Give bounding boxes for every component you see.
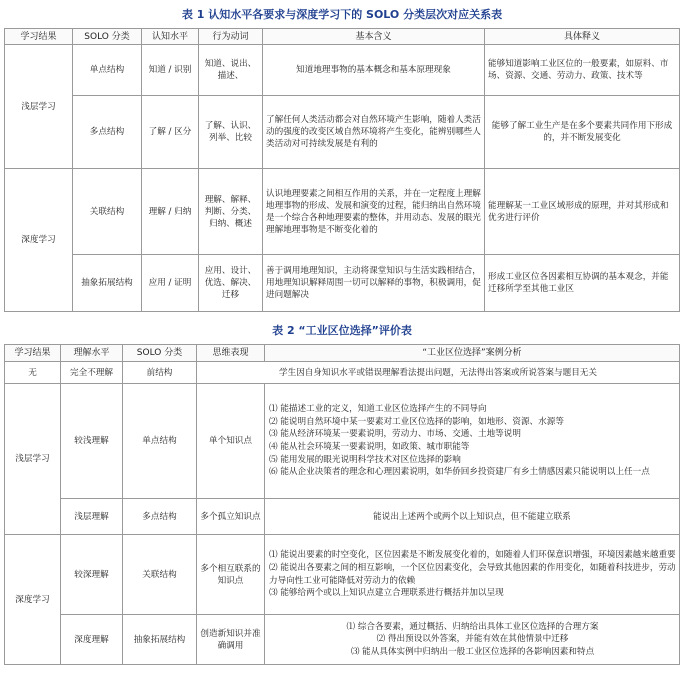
list-item: ⑶ 能从经济环境某一要素说明，劳动力、市场、交通、土地等说明 [269,429,521,440]
t2-analysis-list [265,384,680,499]
t2-level: 深度理解 [61,615,123,665]
t1-result-shallow: 浅层学习 [5,45,73,169]
t1-verbs: 理解、解释、判断、分类、归纳、概述 [199,169,263,255]
t1-level: 理解 / 归纳 [142,169,199,255]
t1-detail: 能理解某一工业区域形成的原理，并对其形成和优劣进行评价 [485,169,680,255]
t1-meaning: 善于调用地理知识，主动将课堂知识与生活实践相结合，用地理知识解释周围一切可以解释的事物，积极调用，促进问题解决 [263,255,485,312]
table-row [5,169,680,255]
t2-header-level: 理解水平 [61,345,123,362]
t2-analysis-list [265,535,680,615]
list-item: ⑷ 能从社会环境某一要素说明，如政策、城市职能等 [269,442,470,452]
t1-meaning: 了解任何人类活动都会对自然环境产生影响，随着人类活动的强度的改变区域自然环境将产生变化，能辨别哪些人类活动对可持续发展是有利的 [263,96,485,169]
table-row [5,384,680,499]
list-item: ⑵ 能说明自然环境中某一要素对工业区位选择的影响，如地形、资源、水源等 [269,416,564,427]
t2-level: 较深理解 [61,535,123,615]
table-row [5,96,680,169]
t2-level: 较浅理解 [61,384,123,499]
t1-header-result: 学习结果 [5,29,73,45]
t1-header-detail: 具体释义 [485,29,680,45]
t2-analysis: 学生因自身知识水平或错误理解看法提出问题，无法得出答案或所说答案与题目无关 [197,362,680,384]
t2-solo: 单点结构 [123,384,197,499]
t1-header-meaning: 基本含义 [263,29,485,45]
t2-header-result: 学习结果 [5,345,61,362]
list-item: ⑹ 能从企业决策者的理念和心理因素说明，如华侨回乡投资建厂有乡土情感因素只能说明以上任一点 [269,467,650,478]
t1-header-level: 认知水平 [142,29,199,45]
table-row [5,255,680,312]
table-row [5,499,680,535]
t2-header-solo: SOLO 分类 [123,345,197,362]
list-item: ⑶ 能从具体实例中归纳出一般工业区位选择的各影响因素和特点 [350,646,595,657]
t2-analysis-list [265,615,680,665]
list-item: ⑵ 能说出各要素之间的相互影响，一个区位因素变化，会导致其他因素的作用变化，如随着科技进步，劳动力导向性工业可能降低对劳动力的依赖 [269,562,676,586]
t1-verbs: 了解、认识、列举、比较 [199,96,263,169]
table2 [4,344,680,665]
list-item: ⑴ 综合各要素，通过概括、归纳给出具体工业区位选择的合理方案 [346,621,599,632]
t1-solo: 抽象拓展结构 [73,255,142,312]
t1-detail: 形成工业区位各因素相互协调的基本观念，并能迁移所学至其他工业区 [485,255,680,312]
list-item: ⑴ 能描述工业的定义，知道工业区位选择产生的不同导向 [269,404,487,415]
t1-result-deep: 深度学习 [5,169,73,312]
list-item: ⑶ 能够给两个或以上知识点建立合理联系进行概括并加以呈现 [269,588,504,599]
table-row [5,362,680,384]
t2-analysis: 能说出上述两个或两个以上知识点，但不能建立联系 [265,499,680,535]
t1-verbs: 应用、设计、优选、解决、迁移 [199,255,263,312]
t2-solo: 关联结构 [123,535,197,615]
t1-level: 了解 / 区分 [142,96,199,169]
t2-header-thinking: 思维表现 [197,345,265,362]
list-item: ⑵ 得出预设以外答案，并能有效在其他情景中迁移 [376,634,569,645]
list-item: ⑴ 能说出要素的时空变化，区位因素是不断发展变化着的，如随着人们环保意识增强，环境因素越来越重要 [269,550,676,561]
t2-result-none: 无 [5,362,61,384]
t1-solo: 多点结构 [73,96,142,169]
t2-level: 完全不理解 [61,362,123,384]
table-row [5,615,680,665]
t1-level: 知道 / 识别 [142,45,199,96]
t2-solo: 抽象拓展结构 [123,615,197,665]
t2-thinking: 创造新知识并准确调用 [197,615,265,665]
t2-thinking: 多个相互联系的知识点 [197,535,265,615]
t1-header-verbs: 行为动词 [199,29,263,45]
t2-header-analysis: “工业区位选择”案例分析 [265,345,680,362]
t1-detail: 能够了解工业生产是在多个要素共同作用下形成的，并不断发展变化 [485,96,680,169]
t2-solo: 前结构 [123,362,197,384]
t2-result-deep: 深度学习 [5,535,61,665]
t2-solo: 多点结构 [123,499,197,535]
table-row [5,45,680,96]
t1-header-solo: SOLO 分类 [73,29,142,45]
t1-verbs: 知道、说出、描述、 [199,45,263,96]
list-item: ⑸ 能用发展的眼光说明科学技术对区位选择的影响 [269,454,461,465]
t1-solo: 关联结构 [73,169,142,255]
t2-level: 浅层理解 [61,499,123,535]
t1-meaning: 认识地理要素之间相互作用的关系，并在一定程度上理解地理事物的形成、发展和演变的过程，能归纳出自然环境是一个综合各种地理要素的整体，并用动态、发展的眼光理解地理事物是不断变化着的 [263,169,485,255]
t1-detail: 能够知道影响工业区位的一般要素，如原料、市场、资源、交通、劳动力、政策、技术等 [485,45,680,96]
t1-meaning: 知道地理事物的基本概念和基本原理现象 [263,45,485,96]
table1-caption: 表 1 认知水平各要求与深度学习下的 SOLO 分类层次对应关系表 [181,8,503,21]
t2-thinking: 单个知识点 [197,384,265,499]
table1-header-row [5,29,680,45]
table-row [5,535,680,615]
table2-header-row [5,345,680,362]
t2-result-shallow: 浅层学习 [5,384,61,535]
table1 [4,28,680,312]
t1-solo: 单点结构 [73,45,142,96]
t1-level: 应用 / 证明 [142,255,199,312]
t2-thinking: 多个孤立知识点 [197,499,265,535]
table2-caption: 表 2 “工业区位选择”评价表 [272,324,412,337]
